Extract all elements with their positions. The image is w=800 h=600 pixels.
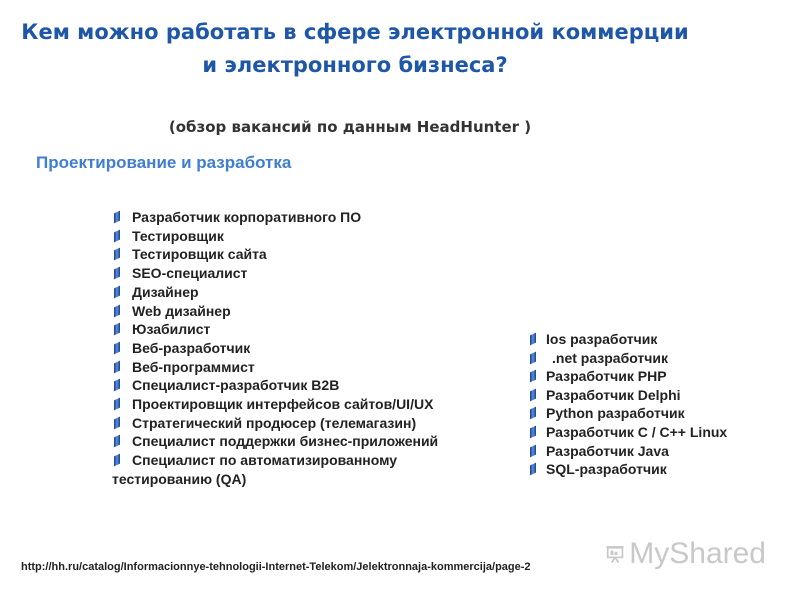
bullet-icon (114, 285, 120, 298)
list-item (528, 367, 788, 386)
list-item (112, 227, 472, 246)
list-item (528, 349, 788, 368)
list-item (112, 264, 472, 283)
subtitle: (обзор вакансий по данным HeadHunter ) (168, 118, 532, 136)
list-item (112, 320, 472, 339)
bullet-icon (530, 426, 536, 439)
list-item (112, 302, 472, 321)
list-item-label: Юзабилист (132, 321, 211, 338)
list-item-label: Веб-разработчик (132, 339, 251, 356)
list-item (112, 376, 472, 395)
bullet-icon (530, 444, 536, 457)
list-item (528, 386, 788, 405)
bullet-icon (530, 407, 536, 420)
list-item (112, 245, 472, 264)
title-line-1: Кем можно работать в сфере электронной коммерции (21, 20, 689, 44)
bullet-icon (114, 454, 120, 467)
list-item (528, 404, 788, 423)
bullet-icon (114, 416, 120, 429)
bullet-icon (114, 267, 120, 280)
list-item-label: Разработчик PHP (546, 368, 667, 385)
bullet-icon (114, 342, 120, 355)
logo-text: MyShared (629, 537, 766, 570)
bullet-icon (114, 435, 120, 448)
presentation-board-icon (606, 537, 625, 571)
list-item-label: Разработчик корпоративного ПО (132, 209, 362, 225)
list-item-label: Ios разработчик (546, 331, 658, 347)
list-item-label: .net разработчик (552, 349, 669, 366)
list-item (112, 451, 472, 488)
list-item-label: SQL-разработчик (546, 461, 667, 478)
bullet-icon (530, 388, 536, 401)
list-item (112, 283, 472, 302)
list-item (528, 460, 788, 479)
list-item-label: Специалист поддержки бизнес-приложений (132, 433, 439, 450)
bullet-icon (114, 360, 120, 373)
myshared-logo (606, 534, 766, 574)
section-heading: Проектирование и разработка (36, 153, 292, 172)
page-title (0, 16, 710, 82)
list-item-label: Специалист-разработчик B2B (132, 377, 340, 394)
bullet-icon (530, 351, 536, 364)
list-item (112, 395, 472, 414)
bullet-icon (530, 370, 536, 383)
list-item-label: Тестировщик сайта (132, 246, 267, 263)
bullet-icon (114, 248, 120, 261)
bullet-icon (530, 333, 536, 346)
list-item-label: Проектировщик интерфейсов сайтов/UI/UX (132, 396, 434, 413)
list-item-label: Тестировщик (132, 227, 224, 244)
list-item (112, 432, 472, 451)
list-item (112, 414, 472, 433)
list-item-label: Web дизайнер (132, 302, 231, 319)
list-item (528, 330, 788, 349)
list-item (112, 208, 472, 227)
list-item-label: SEO-специалист (132, 265, 248, 282)
bullet-icon (114, 229, 120, 242)
list-item (112, 358, 472, 377)
list-item-label: Разработчик Delphi (546, 386, 681, 403)
bullet-icon (114, 304, 120, 317)
bullet-icon (530, 463, 536, 476)
list-item-label: Разработчик С / С++ Linux (546, 423, 728, 440)
list-item-label: Веб-программист (132, 358, 255, 375)
list-item-label: Дизайнер (132, 283, 199, 300)
right-vacancy-list (528, 330, 788, 479)
list-item (528, 442, 788, 461)
list-item-label: Разработчик Java (546, 442, 669, 459)
title-line-2: и электронного бизнеса? (202, 53, 508, 77)
source-url[interactable]: http://hh.ru/catalog/Informacionnye-tehnologii-Internet-Telekom/Jelektronnaja-kommercija/page-2 (21, 561, 531, 573)
list-item (112, 339, 472, 358)
bullet-icon (114, 379, 120, 392)
left-vacancy-list (112, 208, 472, 489)
list-item (528, 423, 788, 442)
list-item-label: Специалист по автоматизированному тестированию (QA) (112, 452, 398, 487)
bullet-icon (114, 398, 120, 411)
bullet-icon (114, 323, 120, 336)
list-item-label: Стратегический продюсер (телемагазин) (132, 414, 417, 431)
bullet-icon (114, 211, 120, 224)
list-item-label: Python разработчик (546, 405, 685, 422)
